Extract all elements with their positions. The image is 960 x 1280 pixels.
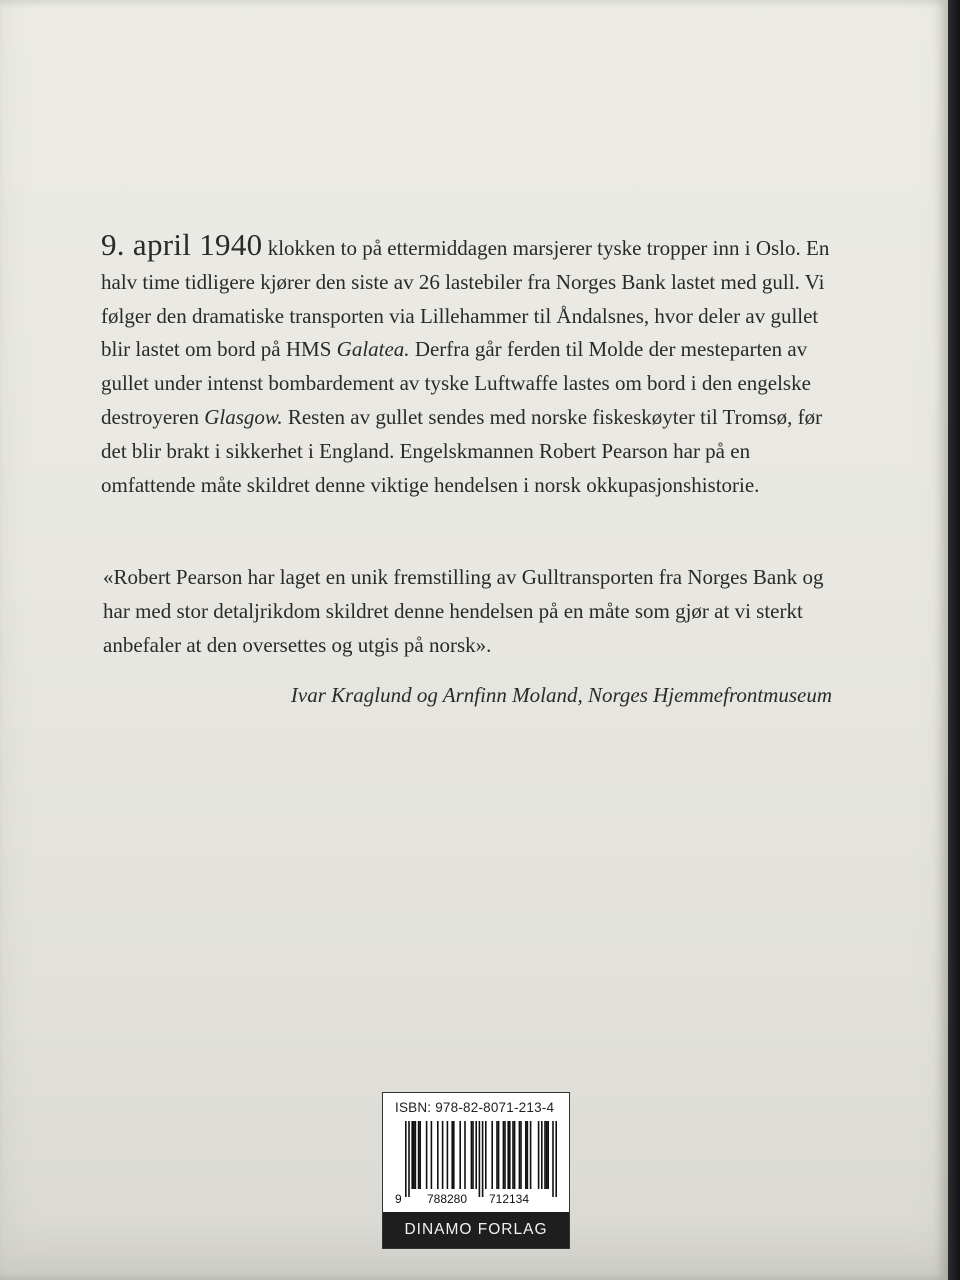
barcode-bar — [555, 1121, 557, 1197]
barcode-bar — [419, 1121, 421, 1189]
barcode-bar — [530, 1121, 532, 1189]
barcode-digit-group: 788280 — [426, 1192, 468, 1206]
barcode-bar — [507, 1121, 509, 1189]
barcode-digit-group: 712134 — [488, 1192, 530, 1206]
publisher-label: DINAMO FORLAG — [383, 1212, 569, 1248]
blurb-text-part-2: Derfra går ferden til Molde der mesteparten av gullet under intenst bombardement av tyske Luftwaffe lastes om bord i den engelske destroyeren — [101, 337, 811, 429]
barcode-bar — [479, 1121, 481, 1197]
barcode-bar — [485, 1121, 487, 1189]
blurb-ship-name-2: Glasgow. — [204, 404, 283, 429]
barcode-bar — [504, 1121, 506, 1189]
barcode-bar — [541, 1121, 543, 1189]
barcode-digit-group: 9 — [395, 1192, 402, 1206]
barcode-bar — [475, 1121, 477, 1189]
blurb-text — [101, 228, 846, 502]
barcode-bar — [413, 1121, 415, 1189]
barcode-bar — [503, 1121, 505, 1189]
isbn-label: ISBN: 978-82-8071-213-4 — [395, 1100, 555, 1115]
barcode-icon — [395, 1121, 559, 1207]
barcode-bar — [544, 1121, 546, 1189]
blurb-ship-name-1: Galatea. — [336, 337, 410, 362]
barcode-bar — [514, 1121, 516, 1189]
barcode-bar — [453, 1121, 455, 1189]
barcode-bar — [547, 1121, 549, 1189]
blurb-paragraph — [101, 228, 846, 502]
barcode-bar — [525, 1121, 527, 1189]
barcode-bar — [408, 1121, 410, 1197]
barcode-bar — [411, 1121, 413, 1189]
quote-attribution: Ivar Kraglund og Arnfinn Moland, Norges Hjemmefrontmuseum — [290, 683, 832, 707]
barcode-bar — [491, 1121, 493, 1189]
barcode-bar — [538, 1121, 540, 1189]
barcode-bar — [459, 1121, 461, 1189]
barcode-bar — [512, 1121, 514, 1189]
barcode-bar — [442, 1121, 444, 1189]
barcode-bar — [471, 1121, 473, 1189]
isbn-barcode-box — [382, 1092, 570, 1249]
barcode-bar — [527, 1121, 529, 1189]
barcode-bar — [520, 1121, 522, 1189]
review-quote: «Robert Pearson har laget en unik fremstilling av Gulltransporten fra Norges Bank og har med stor detaljrikdom skildret denne hendelsen på en måte som gjør at vi sterkt anbefaler at den oversettes og utgis på norsk». — [103, 565, 824, 657]
barcode-bar — [415, 1121, 417, 1189]
barcode-bar — [405, 1121, 407, 1197]
barcode-bar — [431, 1121, 433, 1189]
blurb-text-part-3: Resten av gullet sendes med norske fiskeskøyter til Tromsø, før det blir brakt i sikkerhet i England. Engelskmannen Robert Pearson har på en omfattende måte skildret denne viktige hendelsen i norsk okkupasjonshistorie. — [101, 404, 823, 497]
barcode-bar — [546, 1121, 548, 1189]
barcode-bar — [426, 1121, 428, 1189]
blurb-text-part-1: klokken to på ettermiddagen marsjerer tyske tropper inn i Oslo. En halv time tidligere kjører den siste av 26 lastebiler fra Norges Bank lastet med gull. Vi følger den dramatiske transporten via Lillehammer til Åndalsnes, hvor deler av gullet blir lastet om bord på HMS — [101, 236, 830, 362]
barcode-bar — [437, 1121, 439, 1189]
barcode-bar — [552, 1121, 554, 1197]
barcode-bar — [498, 1121, 500, 1189]
blurb-lead-date: 9. april 1940 — [101, 227, 263, 262]
barcode-bar — [451, 1121, 453, 1189]
barcode-bar — [482, 1121, 484, 1197]
barcode-bar — [464, 1121, 466, 1189]
barcode-bar — [496, 1121, 498, 1189]
cover-edge — [948, 0, 960, 1280]
barcode-bar — [418, 1121, 420, 1189]
barcode-bar — [472, 1121, 474, 1189]
barcode-bar — [509, 1121, 511, 1189]
barcode-bar — [447, 1121, 449, 1189]
barcode-bar — [519, 1121, 521, 1189]
